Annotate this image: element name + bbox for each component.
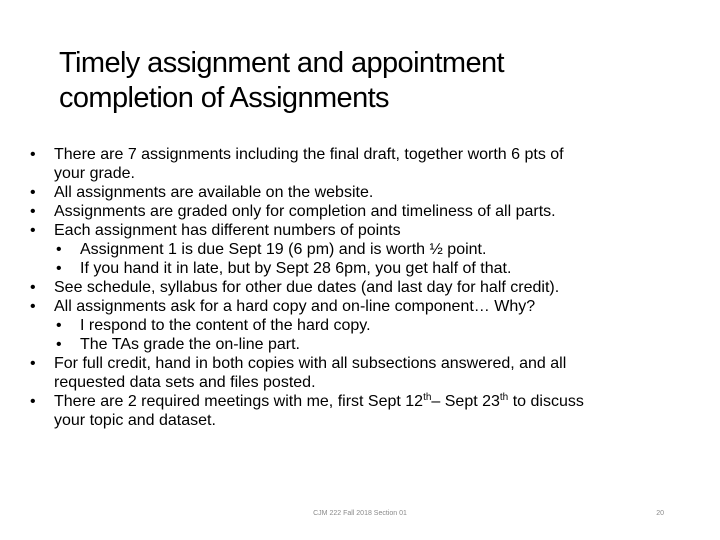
bullet-icon: • — [30, 279, 36, 296]
bullet-item — [30, 202, 690, 221]
bullet-text-part: to discuss — [508, 393, 584, 410]
bullet-text: I respond to the content of the hard copy. — [80, 317, 371, 334]
slide-title-line-2: completion of Assignments — [59, 82, 389, 114]
bullet-text: There are 7 assignments including the final draft, together worth 6 pts of — [54, 146, 564, 163]
bullet-item — [30, 278, 690, 297]
bullet-text: your topic and dataset. — [54, 412, 216, 429]
bullet-icon: • — [56, 336, 62, 353]
bullet-item — [30, 297, 690, 316]
bullet-icon: • — [30, 393, 36, 410]
sub-bullet-item — [30, 240, 690, 259]
bullet-icon: • — [30, 146, 36, 163]
bullet-icon: • — [30, 222, 36, 239]
sub-bullet-item — [30, 316, 690, 335]
bullet-icon: • — [30, 298, 36, 315]
slide-footer: CJM 222 Fall 2018 Section 01 — [313, 510, 407, 517]
bullet-text: your grade. — [54, 165, 135, 182]
bullet-list — [30, 145, 690, 430]
bullet-item — [30, 183, 690, 202]
bullet-icon: • — [56, 317, 62, 334]
bullet-text: The TAs grade the on-line part. — [80, 336, 300, 353]
bullet-icon: • — [30, 203, 36, 220]
bullet-icon: • — [30, 184, 36, 201]
bullet-icon: • — [30, 355, 36, 372]
superscript: th — [423, 392, 432, 403]
slide-title-line-1: Timely assignment and appointment — [59, 47, 504, 79]
bullet-item — [30, 221, 690, 240]
bullet-item-continuation — [30, 373, 690, 392]
bullet-item — [30, 392, 690, 411]
sub-bullet-item — [30, 259, 690, 278]
bullet-item-continuation — [30, 411, 690, 430]
bullet-icon: • — [56, 241, 62, 258]
sub-bullet-item — [30, 335, 690, 354]
bullet-text: For full credit, hand in both copies with all subsections answered, and all — [54, 355, 567, 372]
slide-page-number: 20 — [656, 510, 664, 517]
superscript: th — [499, 392, 509, 403]
bullet-text: Assignments are graded only for completion and timeliness of all parts. — [54, 203, 556, 220]
bullet-text: requested data sets and files posted. — [54, 374, 316, 391]
bullet-item — [30, 354, 690, 373]
bullet-text: See schedule, syllabus for other due dates (and last day for half credit). — [54, 279, 560, 296]
bullet-text: Assignment 1 is due Sept 19 (6 pm) and is worth ½ point. — [80, 241, 487, 258]
bullet-text: All assignments ask for a hard copy and on-line component… Why? — [54, 298, 536, 315]
bullet-text: All assignments are available on the website. — [54, 184, 374, 201]
bullet-item-continuation — [30, 164, 690, 183]
bullet-text: If you hand it in late, but by Sept 28 6pm, you get half of that. — [80, 260, 512, 277]
bullet-text-part: – Sept 23 — [431, 393, 500, 410]
bullet-text: Each assignment has different numbers of points — [54, 222, 401, 239]
bullet-icon: • — [56, 260, 62, 277]
bullet-item — [30, 145, 690, 164]
slide-title — [59, 46, 679, 116]
bullet-text-part: There are 2 required meetings with me, first Sept 12 — [54, 393, 424, 410]
